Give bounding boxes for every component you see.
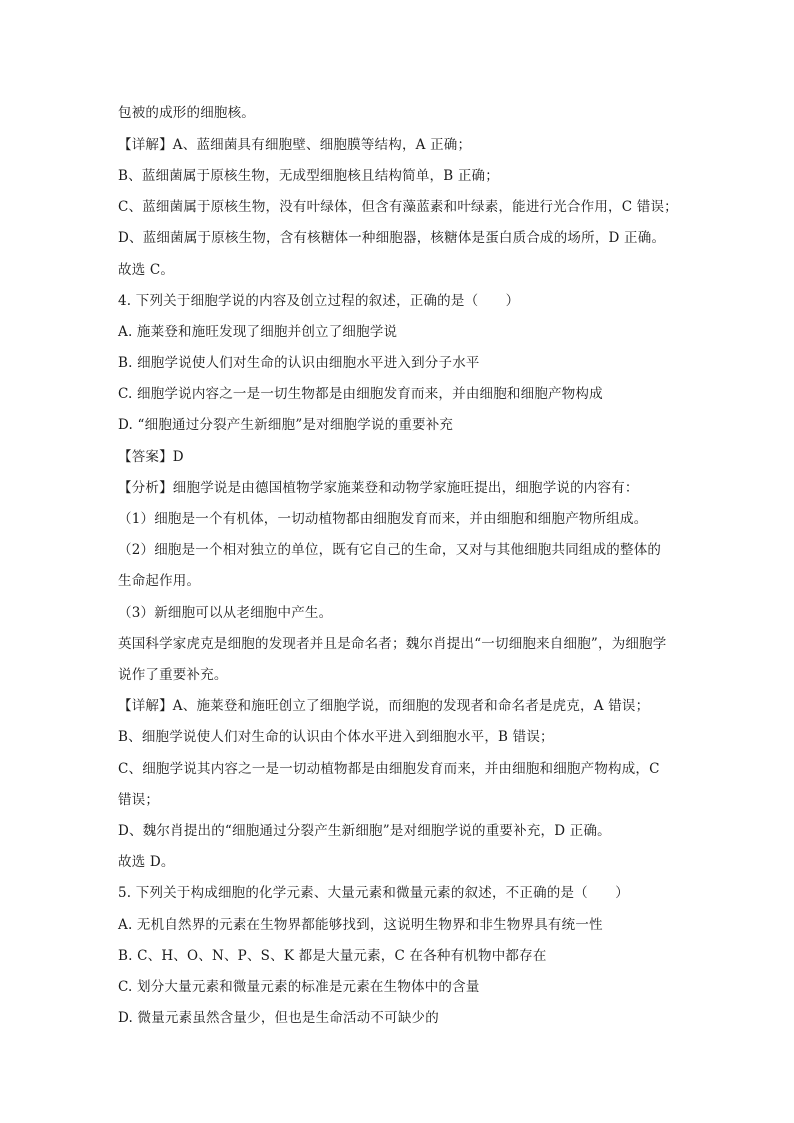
- text-line: 说作了重要补充。: [118, 667, 228, 683]
- option-d: D. “细胞通过分裂产生新细胞”是对细胞学说的重要补充: [118, 417, 454, 433]
- option-a: A. 施莱登和施旺发现了细胞并创立了细胞学说: [118, 324, 398, 340]
- text-line: C、细胞学说其内容之一是一切动植物都是由细胞发育而来，并由细胞和细胞产物构成，C: [118, 761, 660, 777]
- option-b: B. 细胞学说使人们对生命的认识由细胞水平进入到分子水平: [118, 355, 480, 371]
- text-line: 【详解】A、蓝细菌具有细胞壁、细胞膜等结构，A 正确；: [118, 137, 472, 153]
- text-line: （3）新细胞可以从老细胞中产生。: [118, 605, 333, 621]
- option-d: D. 微量元素虽然含量少，但也是生命活动不可缺少的: [118, 1010, 439, 1026]
- text-line: B、蓝细菌属于原核生物，无成型细胞核且结构简单，B 正确；: [118, 168, 499, 184]
- text-line: 故选 D。: [118, 854, 175, 870]
- question-stem: 4. 下列关于细胞学说的内容及创立过程的叙述，正确的是（ ）: [118, 293, 520, 309]
- text-line: 包被的成形的细胞核。: [118, 105, 255, 121]
- text-line: D、蓝细菌属于原核生物，含有核糖体一种细胞器，核糖体是蛋白质合成的场所，D 正确。: [118, 230, 666, 246]
- text-line: （1）细胞是一个有机体，一切动植物都由细胞发育而来，并由细胞和细胞产物所组成。: [118, 511, 648, 527]
- question-stem: 5. 下列关于构成细胞的化学元素、大量元素和微量元素的叙述，不正确的是（ ）: [118, 885, 629, 901]
- text-line: （2）细胞是一个相对独立的单位，既有它自己的生命，又对与其他细胞共同组成的整体的: [118, 542, 662, 558]
- text-line: 错误；: [118, 792, 160, 808]
- analysis-line: 【分析】细胞学说是由德国植物学家施莱登和动物学家施旺提出，细胞学说的内容有：: [118, 480, 639, 496]
- answer-line: 【答案】D: [118, 449, 184, 465]
- text-line: 英国科学家虎克是细胞的发现者并且是命名者；魏尔肖提出“一切细胞来自细胞”，为细胞学: [118, 636, 667, 652]
- explanation-line: 【详解】A、施莱登和施旺创立了细胞学说，而细胞的发现者和命名者是虎克，A 错误；: [118, 698, 650, 714]
- option-c: C. 划分大量元素和微量元素的标准是元素在生物体中的含量: [118, 979, 480, 995]
- option-a: A. 无机自然界的元素在生物界都能够找到，这说明生物界和非生物界具有统一性: [118, 917, 603, 933]
- option-b: B. C、H、O、N、P、S、K 都是大量元素，C 在各种有机物中都存在: [118, 948, 547, 964]
- text-line: 故选 C。: [118, 262, 175, 278]
- option-c: C. 细胞学说内容之一是一切生物都是由细胞发育而来，并由细胞和细胞产物构成: [118, 386, 603, 402]
- text-line: C、蓝细菌属于原核生物，没有叶绿体，但含有藻蓝素和叶绿素，能进行光合作用，C 错误；: [118, 199, 678, 215]
- text-line: B、细胞学说使人们对生命的认识由个体水平进入到细胞水平，B 错误；: [118, 729, 554, 745]
- text-line: 生命起作用。: [118, 573, 201, 589]
- text-line: D、魏尔肖提出的“细胞通过分裂产生新细胞”是对细胞学说的重要补充，D 正确。: [118, 823, 611, 839]
